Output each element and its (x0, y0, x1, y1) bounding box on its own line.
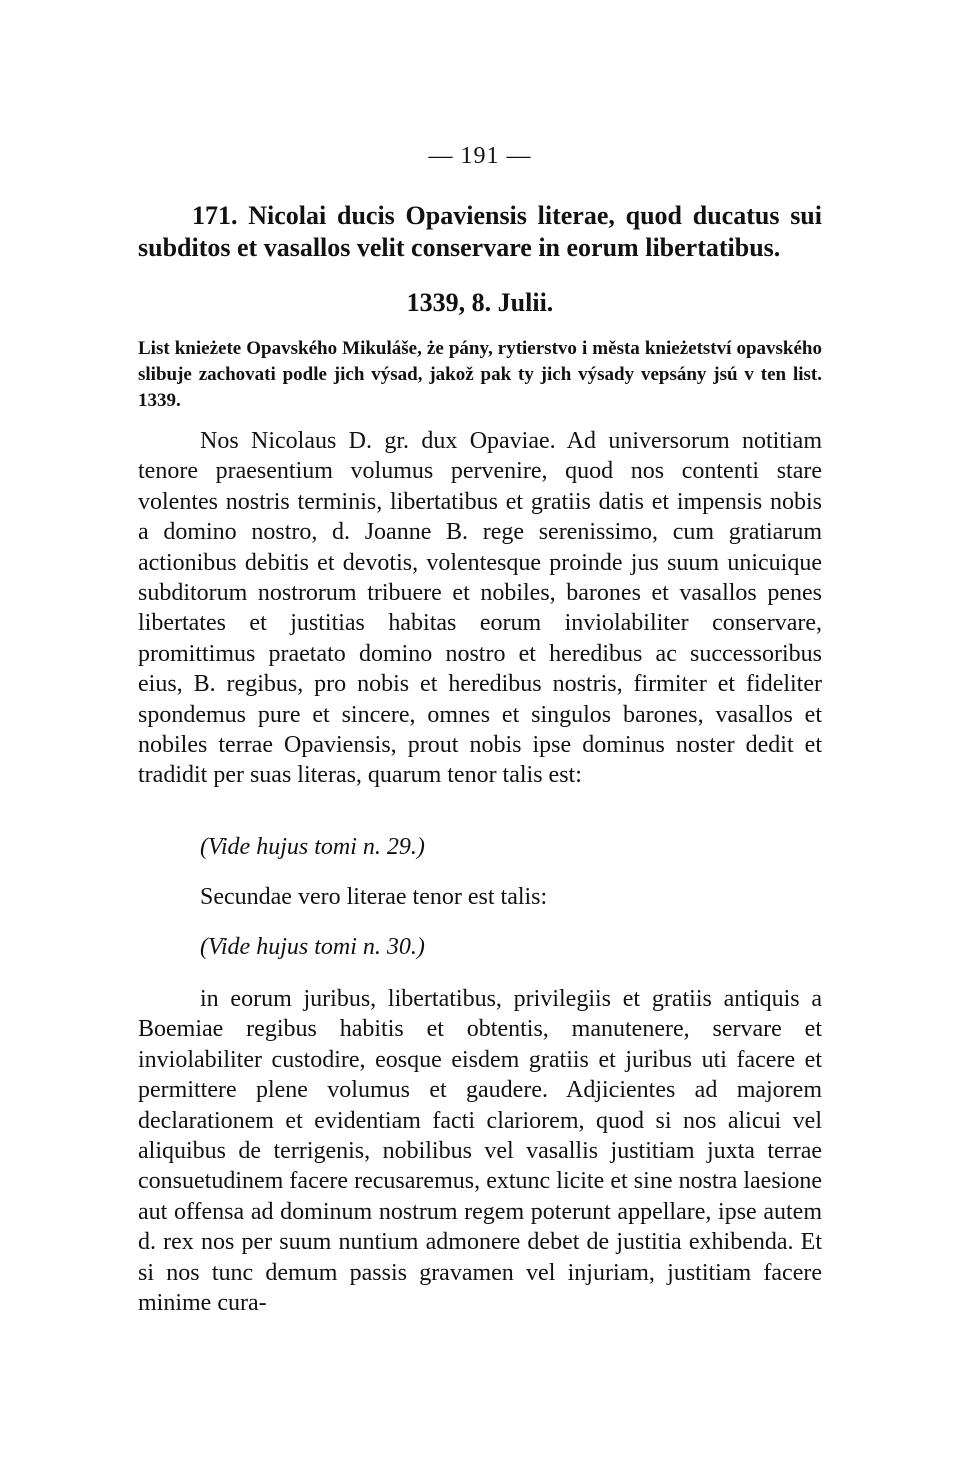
second-letter-intro: Secundae vero literae tenor est talis: (200, 884, 548, 910)
page-number: — 191 — (428, 143, 532, 169)
body-paragraph-1: Nos Nicolaus D. gr. dux Opaviae. Ad universorum notitiam tenore praesentium volumus pervenire, quod nos contenti stare volentes nostris terminis, libertatibus et gratiis datis et impensis nobis a domino nostro, d. Joanne B. rege serenissimo, cum gratiarum actionibus debitis et devotis, volentesque proinde jus suum unicuique subditorum nostrorum tribuere et nobiles, barones et vasallos penes libertates et justitias habitas eorum inviolabiliter conservare, promittimus praetato domino nostro et heredibus ac successoribus eius, B. regibus, pro nobis et heredibus nostris, firmiter et fideliter spondemus pure et sincere, omnes et singulos barones, vasallos et nobiles terrae Opaviensis, prout nobis ipse dominus noster dedit et tradidit per suas literas, quarum tenor talis est: (138, 428, 822, 789)
document-title: 171. Nicolai ducis Opaviensis literae, quod ducatus sui subditos et vasallos velit conservare in eorum libertatibus. (138, 201, 822, 262)
czech-regest: List knieżete Opavského Mikuláše, że pány, rytierstvo i města knieżetství opavského slibuje zachovati podle jich výsad, jakož pak ty jich výsady vepsány jsú v ten list. 1339. (138, 338, 822, 411)
document-date: 1339, 8. Julii. (406, 288, 554, 317)
cross-reference-1: (Vide hujus tomi n. 29.) (200, 834, 425, 860)
body-paragraph-2: in eorum juribus, libertatibus, privilegiis et gratiis antiquis a Boemiae regibus habitis et obtentis, manutenere, servare et inviolabiliter custodire, eosque eisdem gratiis et juribus uti facere et permittere plene volumus et gaudere. Adjicientes ad majorem declarationem et evidentiam facti clariorem, quod si nos alicui vel aliquibus de terrigenis, nobilibus vel vasallis justitiam juxta terrae consuetudinem facere recusaremus, extunc licite et sine nostra laesione aut offensa ad dominum nostrum regem poterunt appellare, ipse autem d. rex nos per suum nuntium admonere debet de justitia exhibenda. Et si nos tunc demum passis gravamen vel injuriam, justitiam facere minime cura- (138, 986, 822, 1317)
cross-reference-2: (Vide hujus tomi n. 30.) (200, 934, 425, 960)
